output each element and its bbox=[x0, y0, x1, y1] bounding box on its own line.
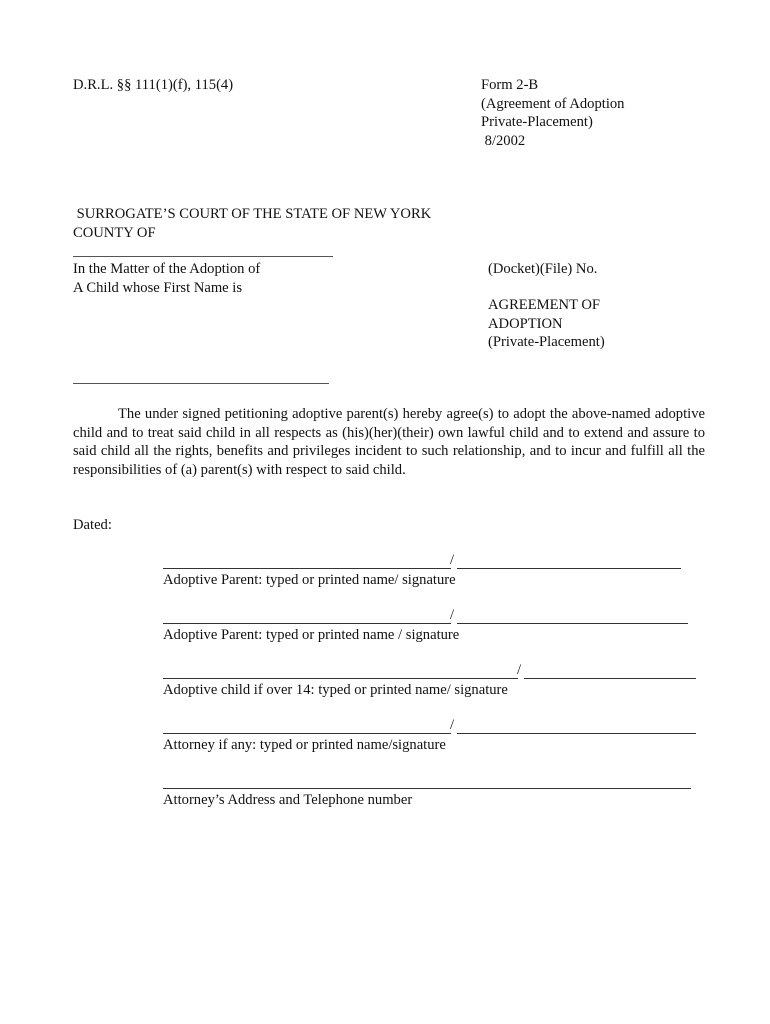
caption-bottom-line bbox=[73, 383, 329, 384]
dated-label: Dated: bbox=[73, 517, 112, 533]
name-line[interactable] bbox=[163, 623, 451, 624]
signature-label: Adoptive child if over 14: typed or printed name/ signature bbox=[163, 682, 508, 698]
court-name: SURROGATE’S COURT OF THE STATE OF NEW YORK bbox=[73, 206, 432, 222]
document-title-line1: AGREEMENT OF bbox=[488, 297, 601, 313]
signature-line[interactable] bbox=[457, 623, 688, 624]
name-line[interactable] bbox=[163, 678, 518, 679]
form-title-line2: Private-Placement) bbox=[481, 114, 593, 130]
statute-reference: D.R.L. §§ 111(1)(f), 115(4) bbox=[73, 77, 234, 93]
signature-line[interactable] bbox=[457, 733, 696, 734]
name-line[interactable] bbox=[163, 568, 451, 569]
document-title-line2: ADOPTION bbox=[488, 315, 563, 332]
signature-label: Attorney if any: typed or printed name/signature bbox=[163, 737, 446, 753]
form-number: Form 2-B bbox=[481, 77, 539, 93]
form-title-line1: (Agreement of Adoption bbox=[481, 95, 625, 112]
slash-separator: / bbox=[517, 662, 522, 678]
signature-line[interactable] bbox=[524, 678, 696, 679]
matter-line1: In the Matter of the Adoption of bbox=[73, 261, 261, 277]
matter-line2: A Child whose First Name is bbox=[73, 279, 243, 296]
docket-file-number: (Docket)(File) No. bbox=[488, 261, 598, 277]
address-label: Attorney’s Address and Telephone number bbox=[163, 792, 413, 808]
slash-separator: / bbox=[450, 607, 455, 623]
address-line[interactable] bbox=[163, 788, 691, 789]
agreement-paragraph: The under signed petitioning adoptive parent(s) hereby agree(s) to adopt the above-named adoptive child and to treat said child in all respects as (his)(her)(their) own lawful child and to extend and assure to said child all the rights, benefits and privileges incident to such relationship, and to incur and fulfill all the responsibilities of (a) parent(s) with respect to said child. bbox=[73, 406, 705, 478]
signature-line[interactable] bbox=[457, 568, 681, 569]
slash-separator: / bbox=[450, 717, 455, 733]
document-title-line3: (Private-Placement) bbox=[488, 334, 605, 350]
name-line[interactable] bbox=[163, 733, 451, 734]
signature-label: Adoptive Parent: typed or printed name/ signature bbox=[163, 572, 456, 588]
caption-top-line bbox=[73, 256, 333, 257]
form-date: 8/2002 bbox=[481, 132, 526, 149]
county-label: COUNTY OF bbox=[73, 224, 156, 241]
signature-label: Adoptive Parent: typed or printed name / signature bbox=[163, 627, 460, 643]
slash-separator: / bbox=[450, 552, 455, 568]
